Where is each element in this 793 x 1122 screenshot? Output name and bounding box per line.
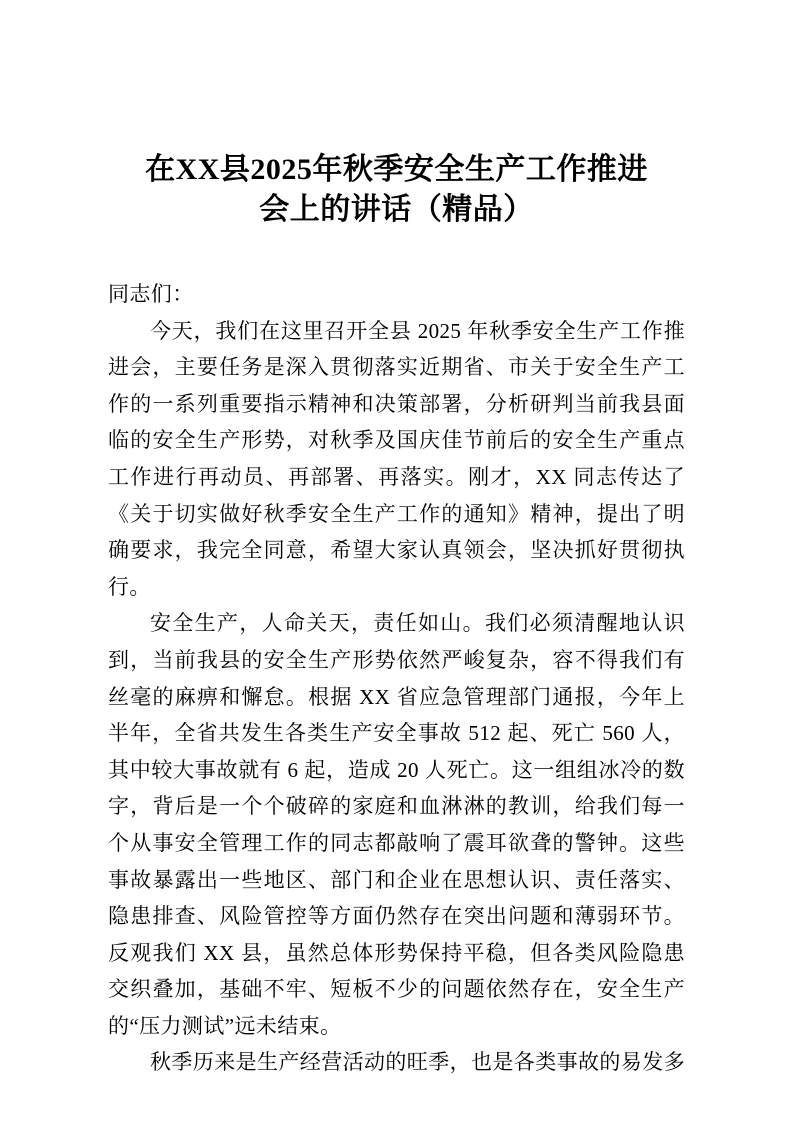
paragraph-1: 今天，我们在这里召开全县 2025 年秋季安全生产工作推进会，主要任务是深入贯彻落实近期省、市关于安全生产工作的一系列重要指示精神和决策部署，分析研判当前我县面临的安全生产形势，对秋季及国庆佳节前后的安全生产重点工作进行再动员、再部署、再落实。刚才，XX 同志传达了《关于切实做好秋季安全生产工作的通知》精神，提出了明确要求，我完全同意，希望大家认真领会，坚决抓好贯彻执行。: [108, 318, 685, 599]
document-body: [108, 276, 685, 1081]
salutation: 同志们：: [108, 282, 194, 306]
document-title-line2: 会上的讲话（精品）: [259, 193, 534, 226]
document-title: [108, 150, 685, 230]
document-title-line1: 在XX县2025年秋季安全生产工作推进: [145, 153, 648, 186]
paragraph-3: 秋季历来是生产经营活动的旺季，也是各类事故的易发多: [150, 1050, 685, 1075]
paragraph-2: 安全生产，人命关天，责任如山。我们必须清醒地认识到，当前我县的安全生产形势依然严峻复杂，容不得我们有丝毫的麻痹和懈怠。根据 XX 省应急管理部门通报，今年上半年，全省共发生各类生产安全事故 512 起、死亡 560 人，其中较大事故就有 6 起，造成 20 人死亡。这一组组冰冷的数字，背后是一个个破碎的家庭和血淋淋的教训，给我们每一个从事安全管理工作的同志都敲响了震耳欲聋的警钟。这些事故暴露出一些地区、部门和企业在思想认识、责任落实、隐患排查、风险管控等方面仍然存在突出问题和薄弱环节。反观我们 XX 县，虽然总体形势保持平稳，但各类风险隐患交织叠加，基础不牢、短板不少的问题依然存在，安全生产的“压力测试”远未结束。: [108, 611, 685, 1038]
